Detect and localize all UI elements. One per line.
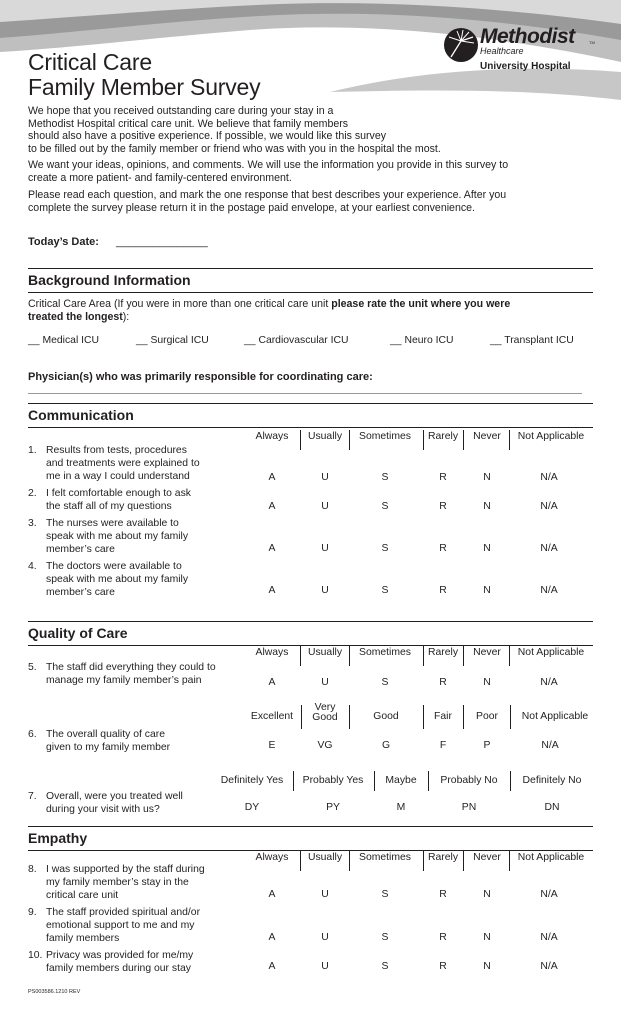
scale-label-5: Not Applicable <box>517 647 585 658</box>
scale-label-1: Usually <box>307 852 343 863</box>
survey-title-line1: Critical Care <box>28 49 152 75</box>
option-surgical-icu[interactable]: __ Surgical ICU <box>136 335 209 346</box>
logo-unit: University Hospital <box>480 61 571 72</box>
answer-option-2[interactable]: S <box>381 889 389 900</box>
answer-option-1[interactable]: U <box>321 501 329 512</box>
answer-option-4[interactable]: N <box>483 585 491 596</box>
answer-option-5[interactable]: N/A <box>540 543 558 554</box>
option-medical-icu[interactable]: __ Medical ICU <box>28 335 100 346</box>
answer-option-1[interactable]: U <box>321 472 329 483</box>
q4-answer-row[interactable] <box>0 585 621 599</box>
answer-option-5[interactable]: N/A <box>540 889 558 900</box>
q7-answer-row[interactable]: DY PY M PN DN <box>244 802 560 813</box>
q10-answer-row[interactable] <box>0 961 621 975</box>
scale-label-5: Not Applicable <box>517 431 585 442</box>
answer-option-2[interactable]: S <box>381 677 389 688</box>
methodist-logo-icon <box>443 27 479 63</box>
answer-option-1[interactable]: U <box>321 932 329 943</box>
answer-option-2[interactable]: S <box>381 585 389 596</box>
answer-option-1[interactable]: U <box>321 889 329 900</box>
answer-option-3[interactable]: R <box>439 932 447 943</box>
q9-answer-row[interactable] <box>0 932 621 946</box>
answer-option-0[interactable]: A <box>268 585 276 596</box>
answer-option-0[interactable]: A <box>268 961 276 972</box>
answer-option-1[interactable]: U <box>321 677 329 688</box>
answer-option-4[interactable]: N <box>483 501 491 512</box>
option-transplant-icu[interactable]: __ Transplant ICU <box>490 335 574 346</box>
scale-label-3: Rarely <box>427 431 459 442</box>
q8-answer-row[interactable] <box>0 889 621 903</box>
scale-label-4: Never <box>473 431 501 442</box>
section-empathy: Empathy <box>28 826 593 851</box>
answer-option-5[interactable]: N/A <box>540 677 558 688</box>
survey-title-line2: Family Member Survey <box>28 74 261 100</box>
answer-option-4[interactable]: N <box>483 543 491 554</box>
scale-divider <box>349 646 350 666</box>
answer-option-5[interactable]: N/A <box>540 961 558 972</box>
answer-option-3[interactable]: R <box>439 889 447 900</box>
scale-divider <box>349 430 350 450</box>
q5-answer-row[interactable] <box>0 677 621 691</box>
logo-trademark: TM <box>589 40 595 45</box>
logo-subtitle: Healthcare <box>480 46 524 56</box>
scale-divider <box>509 851 510 871</box>
q2-answer-row[interactable] <box>0 501 621 515</box>
answer-option-4[interactable]: N <box>483 677 491 688</box>
scale-divider <box>423 430 424 450</box>
answer-option-5[interactable]: N/A <box>540 585 558 596</box>
scale-label-3: Rarely <box>427 647 459 658</box>
scale-label-0: Always <box>255 647 289 658</box>
answer-option-3[interactable]: R <box>439 501 447 512</box>
scale-divider <box>463 851 464 871</box>
answer-option-1[interactable]: U <box>321 961 329 972</box>
scale-divider <box>300 851 301 871</box>
answer-option-1[interactable]: U <box>321 585 329 596</box>
answer-option-0[interactable]: A <box>268 677 276 688</box>
option-neuro-icu[interactable]: __ Neuro ICU <box>390 335 454 346</box>
todays-date-label: Today’s Date: <box>28 236 99 248</box>
physician-answer-line[interactable] <box>28 393 582 394</box>
answer-option-1[interactable]: U <box>321 543 329 554</box>
intro-paragraph-3: Please read each question, and mark the one response that best describes your experience. After you complete the survey please return it in the postage paid envelope, at your earliest convenience. <box>28 189 507 214</box>
answer-option-3[interactable]: R <box>439 677 447 688</box>
answer-option-0[interactable]: A <box>268 932 276 943</box>
answer-option-2[interactable]: S <box>381 932 389 943</box>
answer-option-4[interactable]: N <box>483 889 491 900</box>
intro-paragraph-1: We hope that you received outstanding care during your stay in a Methodist Hospital critical care unit. We believe that family members should also have a positive experience. If possible, we would like this survey to be filled out by the family member or friend who was with you in the hospital the most. <box>28 105 441 155</box>
answer-option-5[interactable]: N/A <box>540 501 558 512</box>
option-cardiovascular-icu[interactable]: __ Cardiovascular ICU <box>244 335 349 346</box>
scale-divider <box>463 430 464 450</box>
scale-divider <box>463 646 464 666</box>
answer-option-4[interactable]: N <box>483 932 491 943</box>
answer-option-5[interactable]: N/A <box>540 932 558 943</box>
answer-option-5[interactable]: N/A <box>540 472 558 483</box>
scale-label-2: Sometimes <box>359 431 411 442</box>
scale-divider <box>423 646 424 666</box>
scale-label-0: Always <box>255 852 289 863</box>
q3-answer-row[interactable] <box>0 543 621 557</box>
answer-option-3[interactable]: R <box>439 961 447 972</box>
answer-option-2[interactable]: S <box>381 961 389 972</box>
scale-divider <box>509 646 510 666</box>
scale-label-5: Not Applicable <box>517 852 585 863</box>
answer-option-3[interactable]: R <box>439 543 447 554</box>
answer-option-4[interactable]: N <box>483 961 491 972</box>
intro-paragraph-2: We want your ideas, opinions, and comments. We will use the information you provide in this survey to create a more patient- and family-centered environment. <box>28 159 509 184</box>
critical-care-area-text: Critical Care Area (If you were in more than one critical care unit please rate the unit where you were treated the longest): <box>28 298 511 323</box>
answer-option-0[interactable]: A <box>268 543 276 554</box>
physician-label: Physician(s) who was primarily responsible for coordinating care: <box>28 371 373 383</box>
section-background: Background Information <box>28 268 593 293</box>
answer-option-0[interactable]: A <box>268 889 276 900</box>
scale-divider <box>349 851 350 871</box>
answer-option-2[interactable]: S <box>381 543 389 554</box>
section-quality-of-care: Quality of Care <box>28 621 593 646</box>
scale-label-4: Never <box>473 852 501 863</box>
answer-option-2[interactable]: S <box>381 501 389 512</box>
logo-name: Methodist <box>480 25 575 48</box>
scale-label-1: Usually <box>307 431 343 442</box>
scale-label-0: Always <box>255 431 289 442</box>
scale-label-1: Usually <box>307 647 343 658</box>
q6-answer-row[interactable]: E VG G F P N/A <box>268 740 559 751</box>
form-code: PS003586.1210 REV <box>28 989 81 995</box>
q1-answer-row[interactable] <box>0 472 621 486</box>
answer-option-4[interactable]: N <box>483 472 491 483</box>
quality-scale-header: Excellent Very Good Good Fair Poor Not Applicable <box>0 703 621 729</box>
scale-label-3: Rarely <box>427 852 459 863</box>
todays-date-field[interactable]: _______________ <box>116 236 208 248</box>
answer-option-3[interactable]: R <box>439 472 447 483</box>
scale-divider <box>300 646 301 666</box>
scale-divider <box>423 851 424 871</box>
answer-option-2[interactable]: S <box>381 472 389 483</box>
section-communication: Communication <box>28 403 593 428</box>
agreement-scale-header: Definitely Yes Probably Yes Maybe Probably No Definitely No <box>0 771 621 793</box>
scale-label-4: Never <box>473 647 501 658</box>
answer-option-0[interactable]: A <box>268 501 276 512</box>
scale-divider <box>300 430 301 450</box>
answer-option-0[interactable]: A <box>268 472 276 483</box>
scale-label-2: Sometimes <box>359 647 411 658</box>
scale-label-2: Sometimes <box>359 852 411 863</box>
scale-divider <box>509 430 510 450</box>
answer-option-3[interactable]: R <box>439 585 447 596</box>
